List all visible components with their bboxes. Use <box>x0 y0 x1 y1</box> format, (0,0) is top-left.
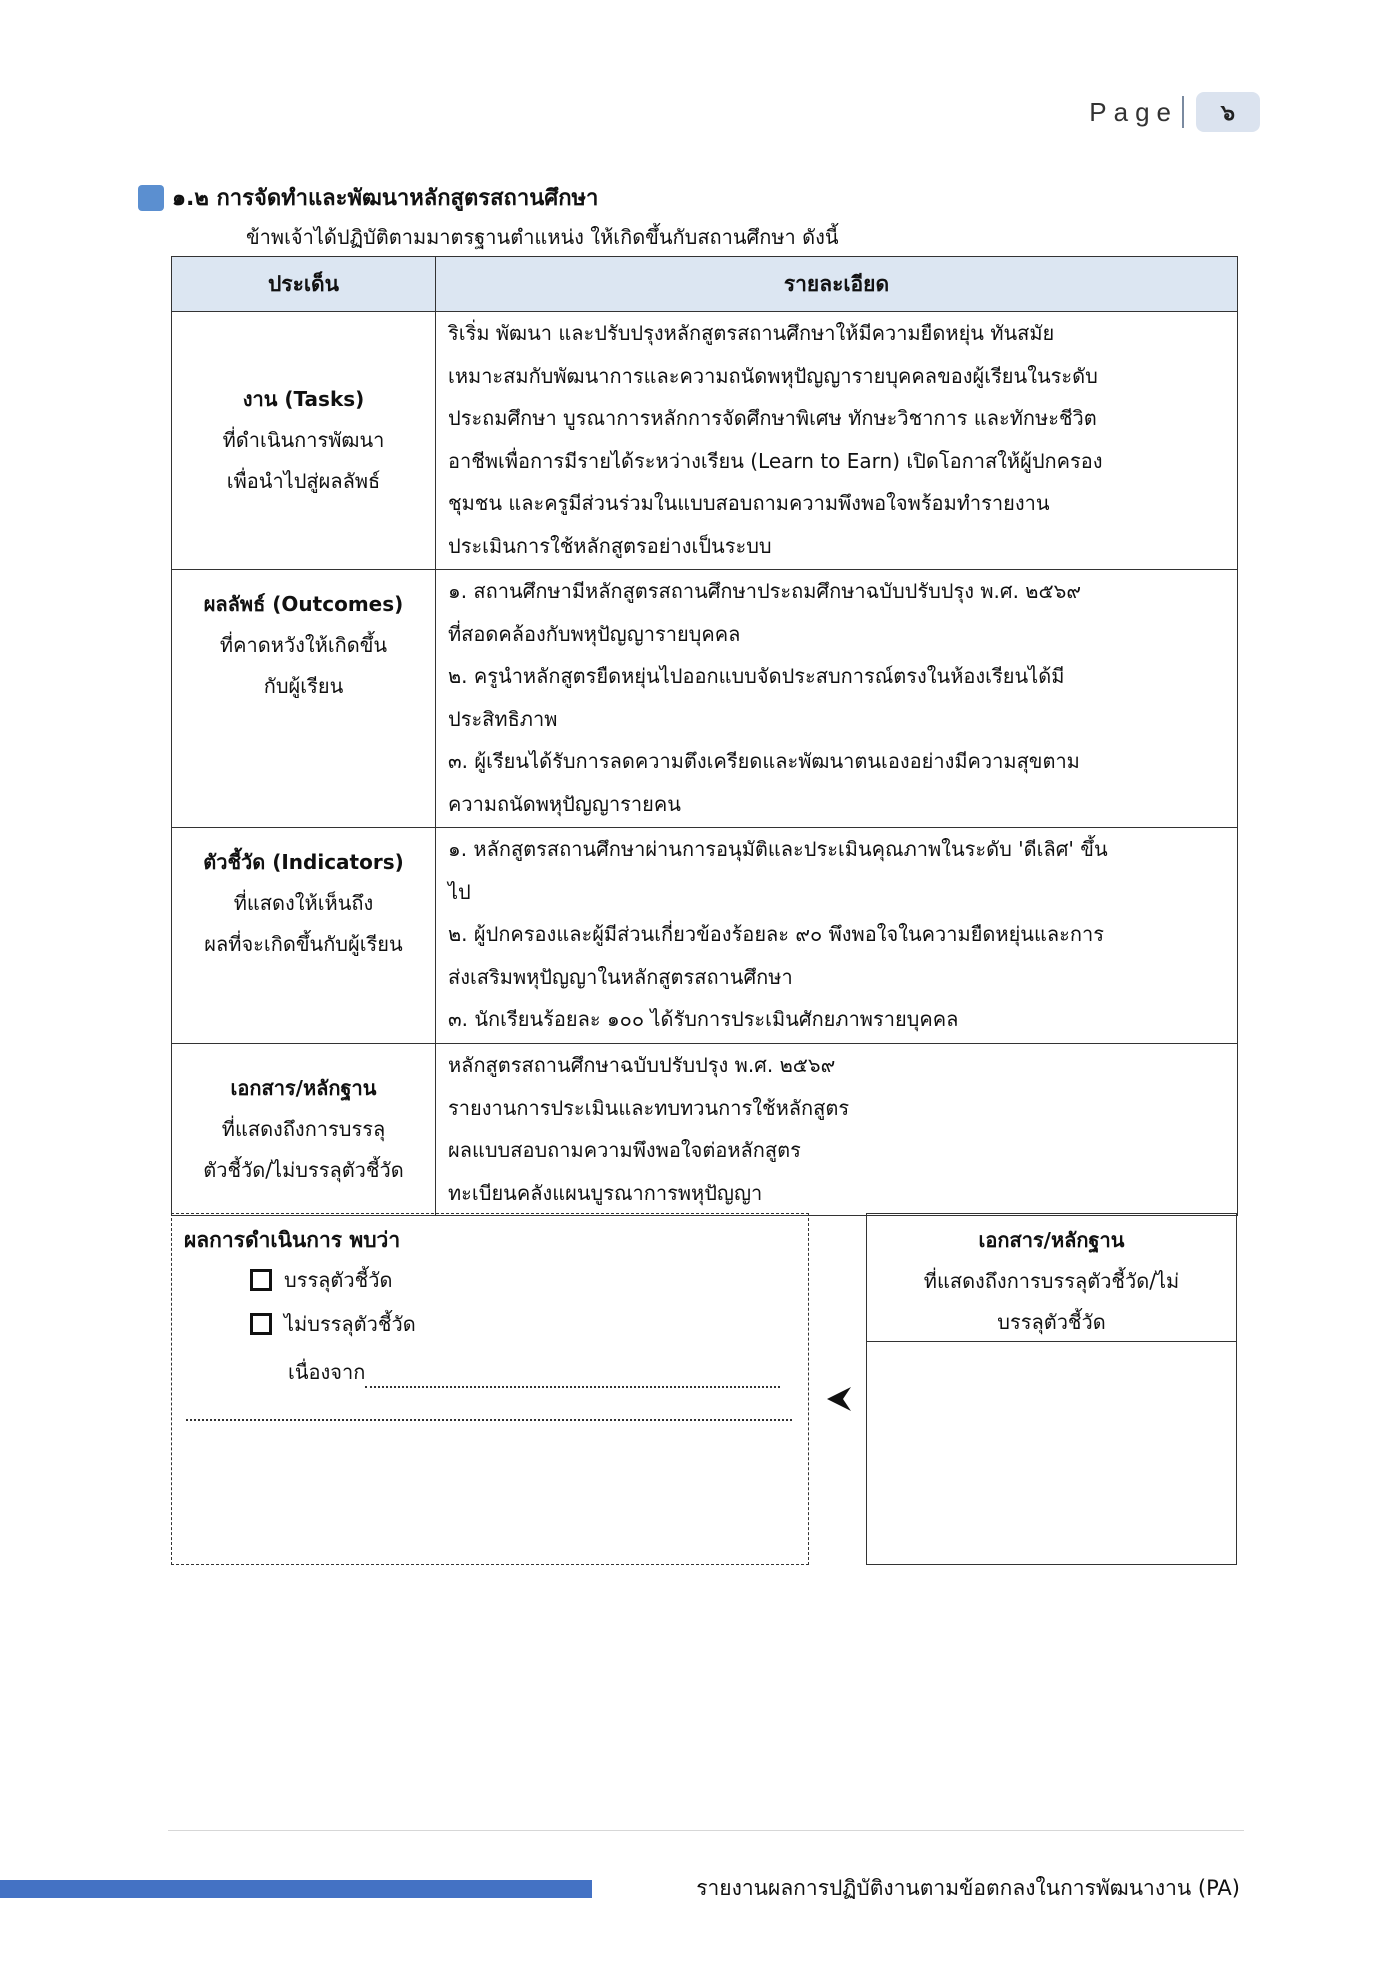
row-sublabel: ผลที่จะเกิดขึ้นกับผู้เรียน <box>204 932 403 956</box>
standards-table <box>171 256 1238 1216</box>
detail-line: ริเริ่ม พัฒนา และปรับปรุงหลักสูตรสถานศึกษาให้มีความยืดหยุ่น ทันสมัย <box>448 321 1055 345</box>
row-sublabel: กับผู้เรียน <box>263 674 344 698</box>
detail-line: ๑. หลักสูตรสถานศึกษาผ่านการอนุมัติและประเมินคุณภาพในระดับ 'ดีเลิศ' ขึ้น <box>448 837 1108 861</box>
row-detail-cell <box>436 1044 1238 1216</box>
detail-line: ความถนัดพหุปัญญารายคน <box>448 791 681 816</box>
evidence-box <box>866 1213 1237 1565</box>
detail-line: รายงานการประเมินและทบทวนการใช้หลักสูตร <box>448 1095 850 1120</box>
footer-bar <box>0 1880 592 1898</box>
because-fill-line[interactable] <box>365 1364 780 1388</box>
checkbox-not-achieved[interactable] <box>250 1313 272 1335</box>
result-title: ผลการดำเนินการ พบว่า <box>184 1228 401 1252</box>
detail-line: ประเมินการใช้หลักสูตรอย่างเป็นระบบ <box>448 533 772 558</box>
detail-line: ๓. ผู้เรียนได้รับการลดความตึงเครียดและพัฒนาตนเองอย่างมีความสุขตาม <box>448 749 1080 773</box>
row-detail-cell <box>436 312 1238 570</box>
row-label-cell <box>172 570 436 828</box>
option-achieved-label: บรรลุตัวชี้วัด <box>284 1268 393 1292</box>
section-title <box>138 180 598 215</box>
detail-line: ๒. ผู้ปกครองและผู้มีส่วนเกี่ยวข้องร้อยละ ๙๐ พึงพอใจในความยืดหยุ่นและการ <box>448 922 1104 946</box>
detail-line: ประสิทธิภาพ <box>448 706 558 731</box>
detail-line: หลักสูตรสถานศึกษาฉบับปรับปรุง พ.ศ. ๒๕๖๙ <box>448 1053 836 1077</box>
row-sublabel: ที่แสดงถึงการบรรลุ <box>221 1117 386 1141</box>
square-marker-icon <box>138 185 164 211</box>
option-achieved[interactable] <box>250 1264 392 1296</box>
row-sublabel: ที่คาดหวังให้เกิดขึ้น <box>219 633 388 657</box>
section-title-text: ๑.๒ การจัดทำและพัฒนาหลักสูตรสถานศึกษา <box>172 186 599 211</box>
row-detail-cell <box>436 570 1238 828</box>
row-label: ผลลัพธ์ (Outcomes) <box>203 592 404 616</box>
evidence-box-title: เอกสาร/หลักฐาน <box>978 1228 1125 1252</box>
footer-text: รายงานผลการปฏิบัติงานตามข้อตกลงในการพัฒนางาน (PA) <box>696 1876 1240 1900</box>
detail-line: ๓. นักเรียนร้อยละ ๑๐๐ ได้รับการประเมินศักยภาพรายบุคคล <box>448 1007 959 1031</box>
detail-line: เหมาะสมกับพัฒนาการและความถนัดพหุปัญญารายบุคคลของผู้เรียนในระดับ <box>448 363 1098 388</box>
detail-line: ๒. ครูนำหลักสูตรยืดหยุ่นไปออกแบบจัดประสบการณ์ตรงในห้องเรียนได้มี <box>448 664 1065 688</box>
page-label: Page <box>1089 96 1178 127</box>
because-label: เนื่องจาก <box>288 1360 366 1384</box>
option-not-achieved-label: ไม่บรรลุตัวชี้วัด <box>284 1312 416 1336</box>
page-header <box>1089 92 1260 132</box>
column-header-topic: ประเด็น <box>172 257 436 312</box>
table-row-indicators <box>172 828 1238 1044</box>
detail-line: ประถมศึกษา บูรณาการหลักการจัดศึกษาพิเศษ ทักษะวิชาการ และทักษะชีวิต <box>448 406 1097 430</box>
evidence-box-line: บรรลุตัวชี้วัด <box>997 1310 1106 1334</box>
page-number: ๖ <box>1196 92 1260 132</box>
detail-line: ที่สอดคล้องกับพหุปัญญารายบุคคล <box>448 621 741 646</box>
evidence-box-header <box>867 1214 1236 1342</box>
evidence-box-content[interactable] <box>867 1342 1236 1562</box>
row-sublabel: ที่ดำเนินการพัฒนา <box>222 428 385 452</box>
footer-divider <box>168 1830 1244 1831</box>
row-sublabel: เพื่อนำไปสู่ผลลัพธ์ <box>226 469 381 493</box>
row-label: งาน (Tasks) <box>242 387 365 411</box>
row-label: ตัวชี้วัด (Indicators) <box>203 850 404 874</box>
detail-line: อาชีพเพื่อการมีรายได้ระหว่างเรียน (Learn to Earn) เปิดโอกาสให้ผู้ปกครอง <box>448 448 1103 473</box>
checkbox-achieved[interactable] <box>250 1269 272 1291</box>
table-row-outcomes <box>172 570 1238 828</box>
detail-line: ชุมชน และครูมีส่วนร่วมในแบบสอบถามความพึงพอใจพร้อมทำรายงาน <box>448 491 1050 515</box>
table-header-row <box>172 257 1238 312</box>
detail-line: ทะเบียนคลังแผนบูรณาการพหุปัญญา <box>448 1180 763 1205</box>
row-sublabel: ตัวชี้วัด/ไม่บรรลุตัวชี้วัด <box>203 1158 404 1182</box>
column-header-details: รายละเอียด <box>436 257 1238 312</box>
result-box <box>171 1213 809 1565</box>
page-separator <box>1182 96 1184 128</box>
arrow-left-icon <box>825 1384 855 1414</box>
table-row-evidence <box>172 1044 1238 1216</box>
detail-line: ไป <box>448 879 471 904</box>
row-sublabel: ที่แสดงให้เห็นถึง <box>233 891 374 915</box>
because-fill-line-2[interactable] <box>186 1419 792 1421</box>
section-intro: ข้าพเจ้าได้ปฏิบัติตามมาตรฐานตำแหน่ง ให้เกิดขึ้นกับสถานศึกษา ดังนี้ <box>246 225 839 249</box>
table-row-tasks <box>172 312 1238 570</box>
row-label: เอกสาร/หลักฐาน <box>230 1076 377 1100</box>
detail-line: ๑. สถานศึกษามีหลักสูตรสถานศึกษาประถมศึกษาฉบับปรับปรุง พ.ศ. ๒๕๖๙ <box>448 579 1081 603</box>
row-label-cell <box>172 828 436 1044</box>
detail-line: ส่งเสริมพหุปัญญาในหลักสูตรสถานศึกษา <box>448 964 793 989</box>
row-label-cell <box>172 312 436 570</box>
detail-line: ผลแบบสอบถามความพึงพอใจต่อหลักสูตร <box>448 1138 801 1162</box>
evidence-box-line: ที่แสดงถึงการบรรลุตัวชี้วัด/ไม่ <box>923 1269 1180 1293</box>
row-detail-cell <box>436 828 1238 1044</box>
because-row <box>288 1356 780 1388</box>
row-label-cell <box>172 1044 436 1216</box>
option-not-achieved[interactable] <box>250 1308 416 1340</box>
